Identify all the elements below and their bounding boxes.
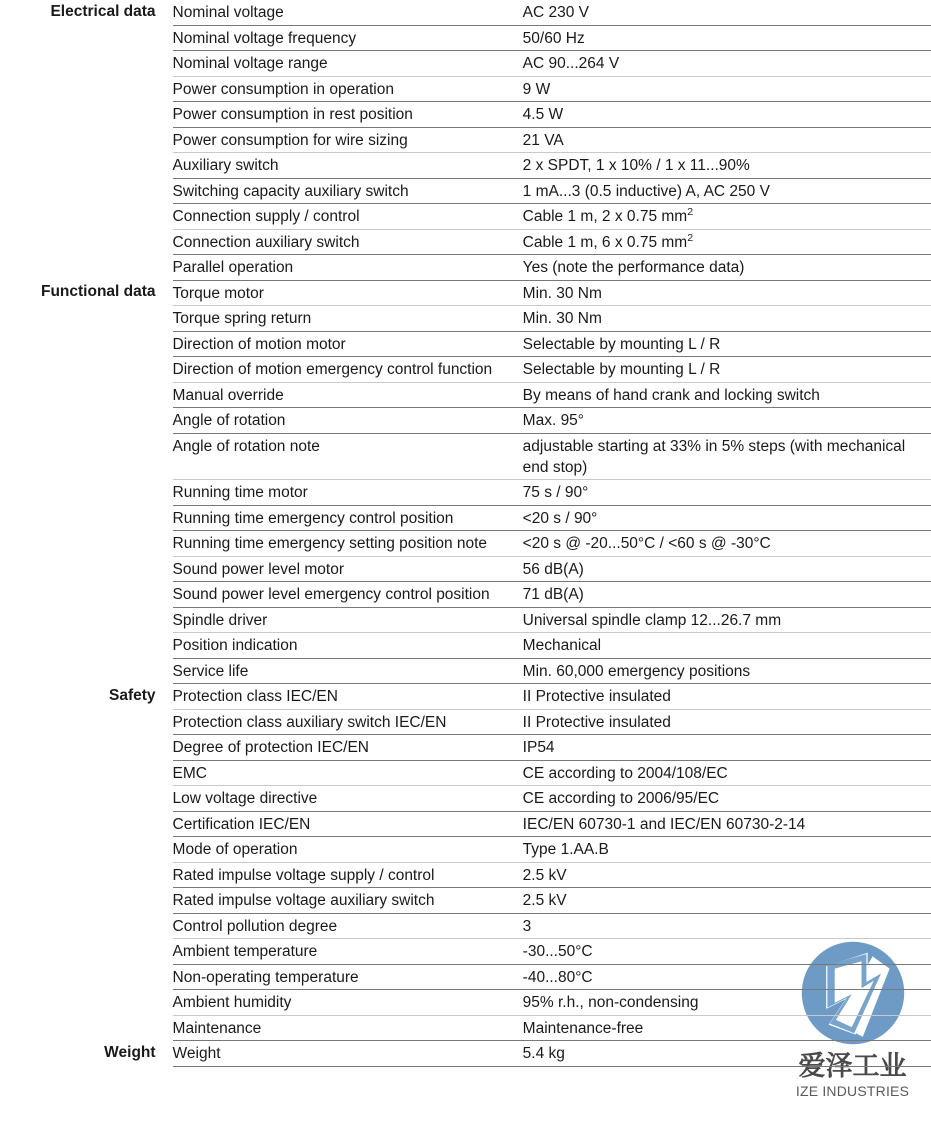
spec-row (0, 51, 931, 77)
spec-value: 4.5 W (523, 102, 931, 128)
section-category-spacer (0, 306, 173, 332)
spec-value: Min. 30 Nm (523, 306, 931, 332)
spec-parameter: Running time motor (173, 480, 523, 506)
spec-parameter: Power consumption in rest position (173, 102, 523, 128)
spec-value: Yes (note the performance data) (523, 255, 931, 281)
section-category-spacer (0, 811, 173, 837)
spec-value: 3 (523, 913, 931, 939)
spec-value: CE according to 2006/95/EC (523, 786, 931, 812)
spec-row (0, 633, 931, 659)
spec-value: CE according to 2004/108/EC (523, 760, 931, 786)
section-category-spacer (0, 633, 173, 659)
spec-row (0, 684, 931, 710)
section-category-label: Safety (109, 686, 156, 704)
spec-row (0, 607, 931, 633)
spec-parameter: Power consumption for wire sizing (173, 127, 523, 153)
spec-parameter: Running time emergency setting position note (173, 531, 523, 557)
spec-row (0, 786, 931, 812)
spec-row (0, 939, 931, 965)
section-category-spacer (0, 433, 173, 480)
spec-parameter: Running time emergency control position (173, 505, 523, 531)
section-category-spacer (0, 556, 173, 582)
spec-value: Min. 30 Nm (523, 280, 931, 306)
spec-value: -40...80°C (523, 964, 931, 990)
section-category-spacer (0, 658, 173, 684)
spec-row (0, 280, 931, 306)
section-category-spacer (0, 25, 173, 51)
spec-parameter: Non-operating temperature (173, 964, 523, 990)
section-category-spacer (0, 913, 173, 939)
spec-row (0, 357, 931, 383)
spec-value: Universal spindle clamp 12...26.7 mm (523, 607, 931, 633)
spec-value: II Protective insulated (523, 684, 931, 710)
spec-parameter: Nominal voltage (173, 0, 523, 25)
spec-value: 21 VA (523, 127, 931, 153)
section-category-spacer (0, 505, 173, 531)
spec-parameter: Power consumption in operation (173, 76, 523, 102)
spec-parameter: Position indication (173, 633, 523, 659)
spec-value: adjustable starting at 33% in 5% steps (with mechanical end stop) (523, 433, 931, 480)
section-category-spacer (0, 862, 173, 888)
spec-value: AC 230 V (523, 0, 931, 25)
section-category-spacer (0, 408, 173, 434)
spec-parameter: Rated impulse voltage auxiliary switch (173, 888, 523, 914)
spec-parameter: Switching capacity auxiliary switch (173, 178, 523, 204)
section-category-spacer (0, 531, 173, 557)
spec-row (0, 531, 931, 557)
spec-row (0, 888, 931, 914)
spec-value: 95% r.h., non-condensing (523, 990, 931, 1016)
spec-parameter: Nominal voltage range (173, 51, 523, 77)
spec-parameter: Sound power level motor (173, 556, 523, 582)
spec-row (0, 306, 931, 332)
spec-parameter: Protection class IEC/EN (173, 684, 523, 710)
spec-row (0, 255, 931, 281)
spec-value: <20 s @ -20...50°C / <60 s @ -30°C (523, 531, 931, 557)
spec-value: 2 x SPDT, 1 x 10% / 1 x 11...90% (523, 153, 931, 179)
spec-row (0, 408, 931, 434)
spec-row (0, 709, 931, 735)
section-category-spacer (0, 51, 173, 77)
section-category-spacer (0, 990, 173, 1016)
spec-value: <20 s / 90° (523, 505, 931, 531)
spec-row (0, 505, 931, 531)
spec-row (0, 0, 931, 25)
spec-row (0, 1015, 931, 1041)
spec-parameter: Nominal voltage frequency (173, 25, 523, 51)
spec-value: 1 mA...3 (0.5 inductive) A, AC 250 V (523, 178, 931, 204)
spec-parameter: Ambient humidity (173, 990, 523, 1016)
section-category-spacer (0, 331, 173, 357)
spec-row (0, 862, 931, 888)
spec-value: 9 W (523, 76, 931, 102)
spec-row (0, 102, 931, 128)
spec-value: -30...50°C (523, 939, 931, 965)
section-category-spacer (0, 582, 173, 608)
spec-value: Cable 1 m, 2 x 0.75 $mm^2$ (523, 204, 931, 230)
spec-row (0, 760, 931, 786)
section-category-spacer (0, 709, 173, 735)
spec-row (0, 153, 931, 179)
section-category-spacer (0, 786, 173, 812)
spec-value: Selectable by mounting L / R (523, 331, 931, 357)
spec-value: Type 1.AA.B (523, 837, 931, 863)
spec-value: 71 dB(A) (523, 582, 931, 608)
spec-value: 75 s / 90° (523, 480, 931, 506)
logo-english-name: IZE INDUSTRIES (795, 1083, 910, 1099)
spec-parameter: Service life (173, 658, 523, 684)
spec-row (0, 25, 931, 51)
section-category-spacer (0, 153, 173, 179)
spec-value: 5.4 kg (523, 1041, 931, 1067)
section-category-label: Functional data (41, 283, 156, 300)
spec-value: II Protective insulated (523, 709, 931, 735)
spec-parameter: Maintenance (173, 1015, 523, 1041)
spec-row (0, 76, 931, 102)
spec-parameter: Torque spring return (173, 306, 523, 332)
spec-row (0, 735, 931, 761)
section-category-spacer (0, 607, 173, 633)
spec-parameter: Parallel operation (173, 255, 523, 281)
spec-value: Max. 95° (523, 408, 931, 434)
spec-row (0, 990, 931, 1016)
section-category-spacer (0, 255, 173, 281)
spec-parameter: Manual override (173, 382, 523, 408)
spec-row (0, 1041, 931, 1067)
spec-value: IEC/EN 60730-1 and IEC/EN 60730-2-14 (523, 811, 931, 837)
spec-parameter: Sound power level emergency control position (173, 582, 523, 608)
spec-parameter: Direction of motion motor (173, 331, 523, 357)
spec-row (0, 480, 931, 506)
spec-parameter: Certification IEC/EN (173, 811, 523, 837)
spec-parameter: Angle of rotation note (173, 433, 523, 480)
section-category-label: Electrical data (50, 3, 156, 20)
spec-parameter: Connection supply / control (173, 204, 523, 230)
spec-parameter: EMC (173, 760, 523, 786)
section-category-spacer (0, 204, 173, 230)
section-category-label: Weight (104, 1043, 156, 1061)
spec-parameter: Torque motor (173, 280, 523, 306)
spec-row (0, 382, 931, 408)
section-category-spacer (0, 1015, 173, 1041)
spec-value: By means of hand crank and locking switch (523, 382, 931, 408)
section-category-spacer (0, 102, 173, 128)
spec-row (0, 229, 931, 255)
spec-value: Cable 1 m, 6 x 0.75 $mm^2$ (523, 229, 931, 255)
spec-value: 2.5 kV (523, 888, 931, 914)
spec-parameter: Direction of motion emergency control function (173, 357, 523, 383)
spec-parameter: Spindle driver (173, 607, 523, 633)
spec-row (0, 658, 931, 684)
spec-value: Mechanical (523, 633, 931, 659)
section-category-spacer (0, 837, 173, 863)
spec-parameter: Rated impulse voltage supply / control (173, 862, 523, 888)
spec-value: Min. 60,000 emergency positions (523, 658, 931, 684)
spec-row (0, 913, 931, 939)
spec-row (0, 964, 931, 990)
section-category-spacer (0, 229, 173, 255)
section-category-spacer (0, 76, 173, 102)
spec-value: IP54 (523, 735, 931, 761)
section-category-spacer (0, 480, 173, 506)
spec-row (0, 331, 931, 357)
spec-row (0, 127, 931, 153)
spec-row (0, 582, 931, 608)
spec-value: Selectable by mounting L / R (523, 357, 931, 383)
spec-value: Maintenance-free (523, 1015, 931, 1041)
spec-parameter: Weight (173, 1041, 523, 1067)
section-category-spacer (0, 178, 173, 204)
spec-parameter: Ambient temperature (173, 939, 523, 965)
section-category-spacer (0, 127, 173, 153)
spec-parameter: Mode of operation (173, 837, 523, 863)
spec-parameter: Degree of protection IEC/EN (173, 735, 523, 761)
section-category-spacer (0, 888, 173, 914)
spec-value: 2.5 kV (523, 862, 931, 888)
spec-row (0, 811, 931, 837)
spec-value: 50/60 Hz (523, 25, 931, 51)
spec-parameter: Protection class auxiliary switch IEC/EN (173, 709, 523, 735)
spec-row (0, 556, 931, 582)
spec-value: 56 dB(A) (523, 556, 931, 582)
spec-parameter: Control pollution degree (173, 913, 523, 939)
spec-row (0, 178, 931, 204)
spec-parameter: Auxiliary switch (173, 153, 523, 179)
spec-parameter: Connection auxiliary switch (173, 229, 523, 255)
section-category-spacer (0, 939, 173, 965)
spec-parameter: Angle of rotation (173, 408, 523, 434)
spec-row (0, 433, 931, 480)
section-category-spacer (0, 735, 173, 761)
spec-value: AC 90...264 V (523, 51, 931, 77)
section-category-spacer (0, 357, 173, 383)
section-category-spacer (0, 964, 173, 990)
spec-row (0, 204, 931, 230)
logo-chinese-name: 爱泽工业 (798, 1051, 907, 1082)
section-category-spacer (0, 760, 173, 786)
spec-parameter: Low voltage directive (173, 786, 523, 812)
section-category-spacer (0, 382, 173, 408)
spec-row (0, 837, 931, 863)
